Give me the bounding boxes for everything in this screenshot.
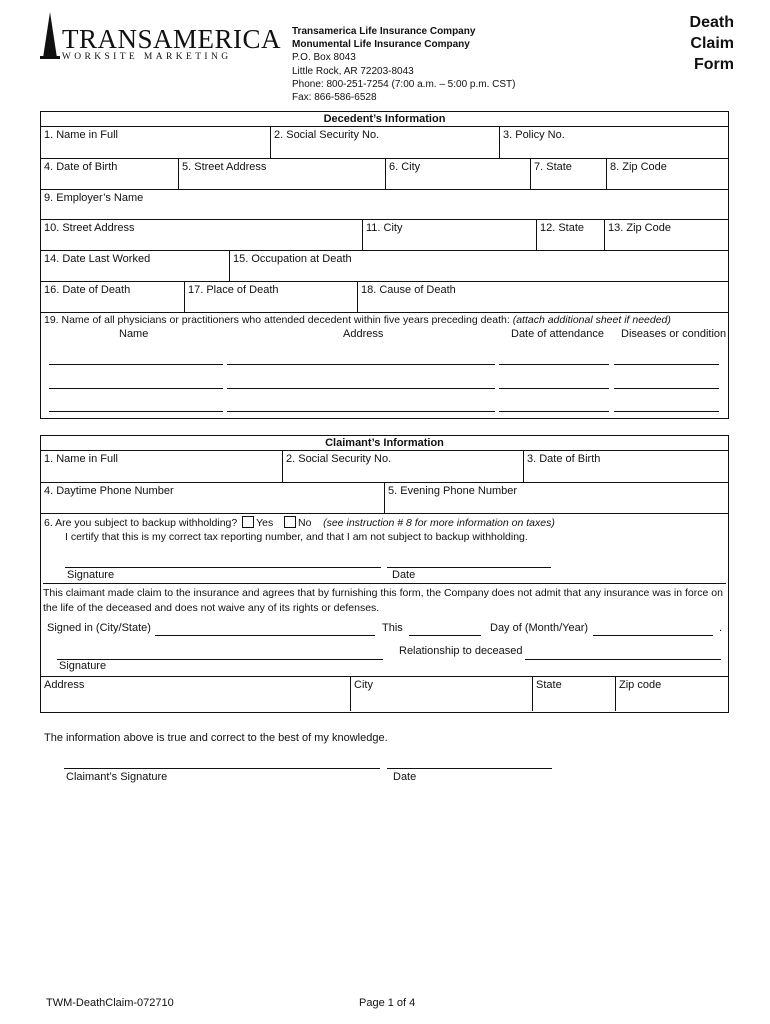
logo-wordmark: TRANSAMERICA: [62, 24, 282, 54]
physicians-note: (attach additional sheet if needed): [512, 314, 671, 326]
field-label: State: [536, 679, 562, 691]
field-label: 3. Date of Birth: [527, 453, 601, 465]
field-label: Address: [44, 679, 85, 691]
company-info: [292, 25, 515, 104]
relationship-line[interactable]: [525, 659, 721, 660]
company-line-5: Phone: 800-251-7254 (7:00 a.m. – 5:00 p.m. CST): [292, 78, 516, 90]
field-label: 1. Name in Full: [44, 129, 118, 141]
cause-of-death-field[interactable]: [357, 282, 728, 312]
field-label: 15. Occupation at Death: [233, 253, 352, 265]
claimant-signature-label: Claimant’s Signature: [66, 771, 168, 783]
form-code: TWM-DeathClaim-072710: [46, 997, 174, 1009]
title-line-3: Form: [694, 56, 734, 73]
withholding-note: (see instruction # 8 for more information on taxes): [323, 517, 555, 529]
field-label: 11. City: [366, 222, 403, 234]
field-label: 3. Policy No.: [503, 129, 565, 141]
occupation-field[interactable]: [229, 251, 728, 281]
decedent-zip-field[interactable]: [606, 159, 728, 189]
employer-city-field[interactable]: [362, 220, 536, 250]
day-of-label: Day of (Month/Year): [490, 622, 589, 634]
field-label: 2. Social Security No.: [274, 129, 380, 141]
decedent-heading: Decedent’s Information: [41, 112, 728, 127]
company-line-1: Transamerica Life Insurance Company: [292, 26, 476, 37]
company-line-2: Monumental Life Insurance Company: [292, 39, 470, 51]
decedent-row-5: [41, 251, 728, 282]
employer-street-field[interactable]: [41, 220, 362, 250]
attest-signature-line[interactable]: [64, 768, 380, 769]
physicians-question: [44, 314, 671, 326]
page-number: Page 1 of 4: [359, 997, 416, 1009]
field-label: 6. City: [389, 161, 421, 173]
place-of-death-field[interactable]: [184, 282, 357, 312]
col-header-name: Name: [119, 328, 149, 340]
claimant-row-1: [41, 451, 728, 483]
period-mark: .: [719, 622, 723, 634]
decedent-ssn-field[interactable]: [270, 127, 499, 158]
daytime-phone-field[interactable]: [41, 483, 384, 513]
claimant-city-field[interactable]: [350, 677, 532, 711]
no-label: No: [298, 517, 312, 529]
physicians-label: 19. Name of all physicians or practitioners who attended decedent within five years preceding death:: [44, 314, 510, 326]
field-label: 12. State: [540, 222, 585, 234]
date-label: Date: [392, 569, 416, 581]
logo-subtitle: ● WORKSITE MARKETING: [52, 52, 232, 62]
claimant-state-field[interactable]: [532, 677, 615, 711]
attestation-statement: The information above is true and correct to the best of my knowledge.: [44, 732, 388, 744]
this-label: This: [382, 622, 403, 634]
employer-name-field[interactable]: [41, 190, 728, 219]
field-label: 14. Date Last Worked: [44, 253, 151, 265]
date-of-death-field[interactable]: [41, 282, 184, 312]
relationship-label: Relationship to deceased: [399, 645, 523, 657]
certify-statement: I certify that this is my correct tax reporting number, and that I am not subject to backup withholding.: [65, 531, 528, 543]
decedent-city-field[interactable]: [385, 159, 530, 189]
form-title: [690, 12, 734, 75]
col-header-date: Date of attendance: [511, 328, 604, 340]
withholding-date-line[interactable]: [387, 567, 551, 568]
signature-label: Signature: [67, 569, 115, 581]
field-label: City: [354, 679, 373, 691]
company-line-4: Little Rock, AR 72203-8043: [292, 65, 414, 77]
decedent-row-6: [41, 282, 728, 313]
transamerica-logo: [38, 12, 282, 62]
field-label: 9. Employer’s Name: [44, 192, 144, 204]
col-header-address: Address: [343, 328, 384, 340]
date-last-worked-field[interactable]: [41, 251, 229, 281]
withholding-signature-line[interactable]: [65, 567, 381, 568]
logo-subtitle-text: WORKSITE MARKETING: [61, 52, 232, 62]
claimant-zip-field[interactable]: [615, 677, 728, 711]
claimant-row-2: [41, 483, 728, 514]
field-label: 13. Zip Code: [608, 222, 671, 234]
decedent-dob-field[interactable]: [41, 159, 178, 189]
field-label: 5. Street Address: [182, 161, 267, 173]
decedent-section: [40, 111, 729, 419]
field-label: 4. Date of Birth: [44, 161, 118, 173]
field-label: 18. Cause of Death: [361, 284, 456, 296]
month-year-line[interactable]: [593, 635, 713, 636]
company-line-3: P.O. Box 8043: [292, 52, 356, 64]
claimant-ssn-field[interactable]: [282, 451, 523, 482]
no-checkbox[interactable]: [284, 516, 296, 528]
field-label: 7. State: [534, 161, 572, 173]
attest-date-line[interactable]: [387, 768, 552, 769]
decedent-name-field[interactable]: [41, 127, 270, 158]
employer-zip-field[interactable]: [604, 220, 728, 250]
employer-state-field[interactable]: [536, 220, 604, 250]
claimant-heading: Claimant’s Information: [41, 436, 728, 451]
decedent-policy-field[interactable]: [499, 127, 728, 158]
decedent-row-3: [41, 190, 728, 220]
attest-date-label: Date: [393, 771, 417, 783]
field-label: Zip code: [619, 679, 662, 691]
field-label: 10. Street Address: [44, 222, 135, 234]
title-line-1: Death: [689, 14, 734, 31]
claimant-name-field[interactable]: [41, 451, 282, 482]
company-line-6: Fax: 866-586-6528: [292, 92, 377, 104]
decedent-state-field[interactable]: [530, 159, 606, 189]
signed-in-line[interactable]: [155, 635, 375, 636]
withholding-label: 6. Are you subject to backup withholding?: [44, 517, 238, 529]
signature2-label: Signature: [59, 660, 107, 672]
field-label: 8. Zip Code: [610, 161, 667, 173]
field-label: 2. Social Security No.: [286, 453, 392, 465]
evening-phone-field[interactable]: [384, 483, 728, 513]
withholding-question: [44, 516, 555, 529]
field-label: 4. Daytime Phone Number: [44, 485, 174, 497]
decedent-street-field[interactable]: [178, 159, 385, 189]
field-label: 17. Place of Death: [188, 284, 279, 296]
claimant-address-field[interactable]: [41, 677, 350, 711]
agreement-text: This claimant made claim to the insurance and agrees that by furnishing this form, the Company does not admit that any insurance was in force on the life of the deceased and does not waive any of its rights or defenses.: [43, 583, 726, 616]
yes-checkbox[interactable]: [242, 516, 254, 528]
field-label: 1. Name in Full: [44, 453, 118, 465]
signed-in-label: Signed in (City/State): [47, 622, 151, 634]
col-header-disease: Diseases or condition: [621, 328, 727, 340]
claimant-section: [40, 435, 729, 713]
field-label: 5. Evening Phone Number: [388, 485, 518, 497]
decedent-row-4: [41, 220, 728, 251]
yes-label: Yes: [256, 517, 274, 529]
decedent-row-1: [41, 127, 728, 159]
this-day-line[interactable]: [409, 635, 481, 636]
claimant-dob-field[interactable]: [523, 451, 728, 482]
decedent-row-2: [41, 159, 728, 190]
field-label: 16. Date of Death: [44, 284, 131, 296]
title-line-2: Claim: [690, 35, 734, 52]
claimant-address-row: [41, 676, 728, 711]
